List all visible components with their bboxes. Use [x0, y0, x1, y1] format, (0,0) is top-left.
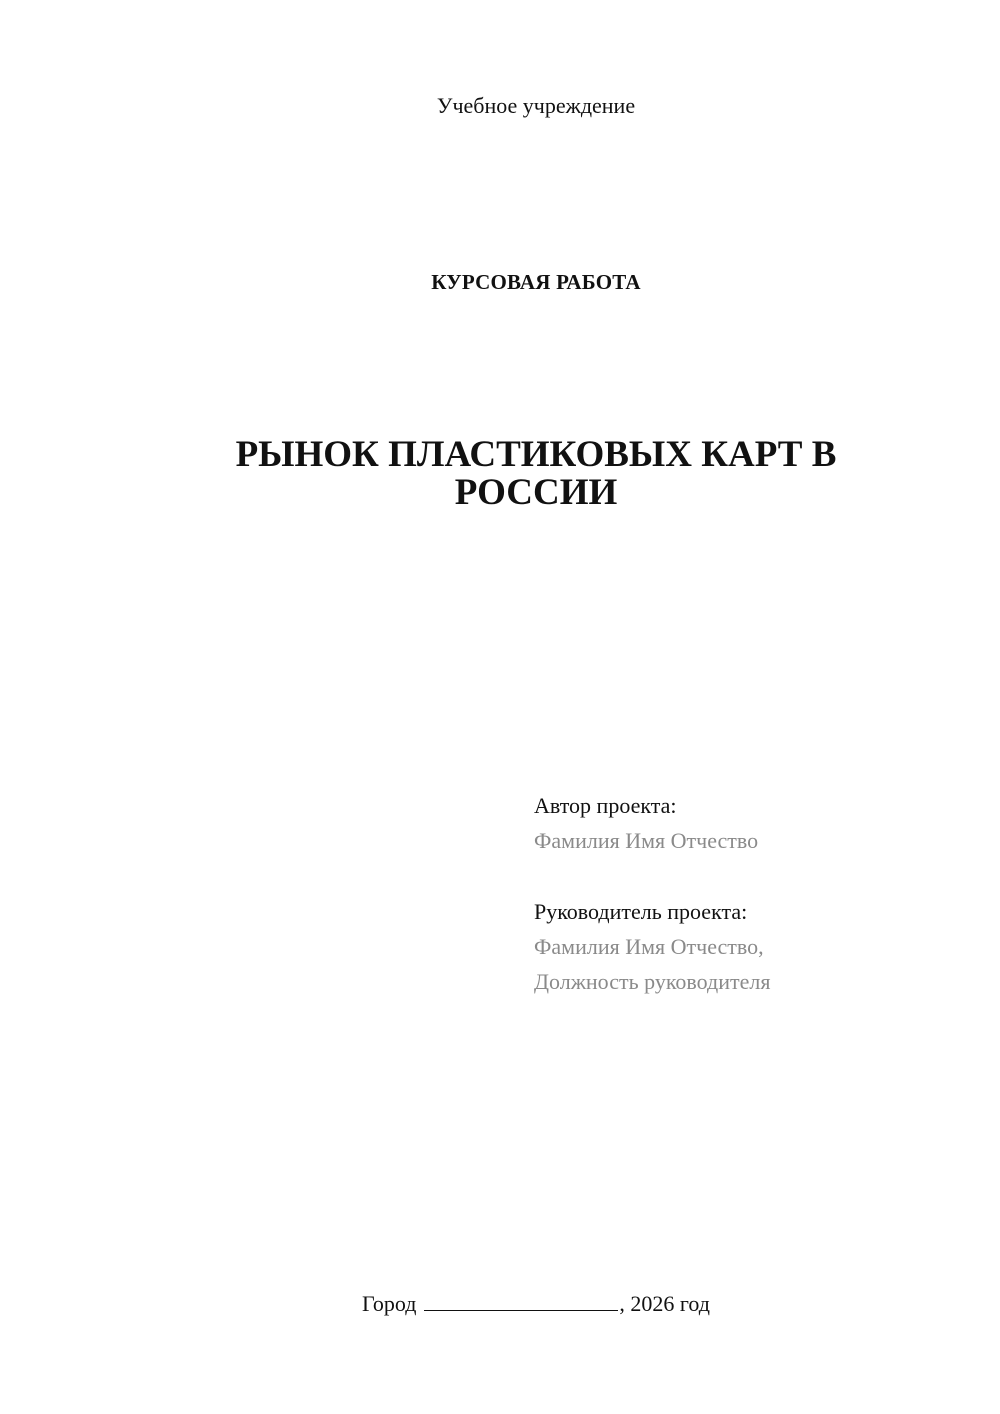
city-blank-line [424, 1290, 618, 1311]
supervisor-label: Руководитель проекта: [534, 899, 748, 924]
document-title-line-2: РОССИИ [454, 472, 618, 513]
author-name: Фамилия Имя Отчество [534, 828, 759, 853]
info-spacer [534, 858, 974, 894]
city-year-footer [0, 1290, 1000, 1318]
year-text: , 2026 год [619, 1291, 710, 1316]
author-label: Автор проекта: [534, 793, 677, 818]
document-title-line-1: РЫНОК ПЛАСТИКОВЫХ КАРТ В [235, 434, 837, 475]
supervisor-position: Должность руководителя [534, 969, 771, 994]
document-title [0, 436, 1000, 512]
project-info-block [534, 788, 974, 999]
institution-name: Учебное учреждение [436, 93, 636, 118]
work-type-heading: КУРСОВАЯ РАБОТА [431, 270, 641, 294]
city-label: Город [362, 1291, 417, 1316]
supervisor-name: Фамилия Имя Отчество, [534, 934, 764, 959]
